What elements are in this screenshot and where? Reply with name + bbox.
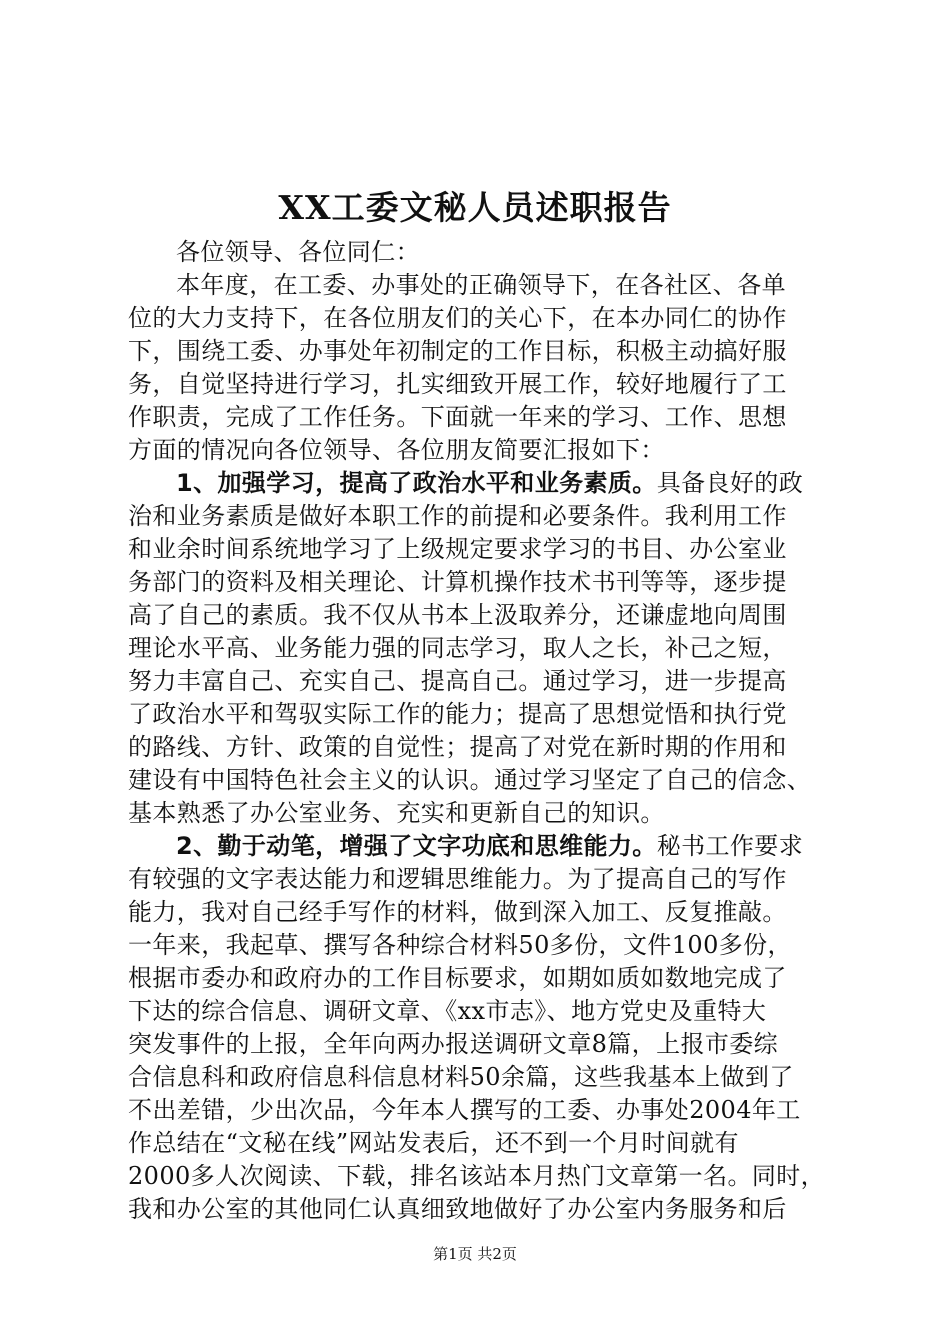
text-line: 建设有中国特色社会主义的认识。通过学习坚定了自己的信念、 [128,766,812,794]
text-line: 治和业务素质是做好本职工作的前提和必要条件。我利用工作 [128,502,787,530]
text-line: 2000多人次阅读、下载，排名该站本月热门文章第一名。同时， [128,1162,826,1190]
text-line: 了政治水平和驾驭实际工作的能力；提高了思想觉悟和执行党 [128,700,787,728]
text-line: 作总结在“文秘在线”网站发表后，还不到一个月时间就有 [128,1129,739,1157]
text-line: 的路线、方针、政策的自觉性；提高了对党在新时期的作用和 [128,733,787,761]
section-text: 秘书工作要求 [656,832,804,860]
text-line: 位的大力支持下，在各位朋友们的关心下，在本办同仁的协作 [128,304,787,332]
page-footer: 第1页 共2页 [433,1245,517,1263]
section-heading-line [128,830,828,863]
text-line: 我和办公室的其他同仁认真细致地做好了办公室内务服务和后 [128,1195,787,1223]
section-heading-line [128,467,828,500]
text-line: 高了自己的素质。我不仅从书本上汲取养分，还谦虚地向周围 [128,601,787,629]
text-line: 突发事件的上报，全年向两办报送调研文章8篇，上报市委综 [128,1030,779,1058]
text-line: 根据市委办和政府办的工作目标要求，如期如质如数地完成了 [128,964,787,992]
text-line: 下，围绕工委、办事处年初制定的工作目标，积极主动搞好服 [128,337,787,365]
document-title: XX工委文秘人员述职报告 [278,188,672,227]
text-line: 不出差错，少出次品，今年本人撰写的工委、办事处2004年工 [128,1096,801,1124]
text-line: 和业余时间系统地学习了上级规定要求学习的书目、办公室业 [128,535,787,563]
text-line: 一年来，我起草、撰写各种综合材料50多份，文件100多份， [128,931,792,959]
text-line: 努力丰富自己、充实自己、提高自己。通过学习，进一步提高 [128,667,787,695]
text-line: 合信息科和政府信息科信息材料50余篇，这些我基本上做到了 [128,1063,794,1091]
text-line: 务部门的资料及相关理论、计算机操作技术书刊等等，逐步提 [128,568,787,596]
text-line: 下达的综合信息、调研文章、《xx市志》、地方党史及重特大 [128,997,767,1025]
text-line: 理论水平高、业务能力强的同志学习，取人之长，补己之短， [128,634,787,662]
section-text: 具备良好的政 [656,469,804,497]
text-line: 各位领导、各位同仁： [176,238,420,266]
text-line: 有较强的文字表达能力和逻辑思维能力。为了提高自己的写作 [128,865,787,893]
text-line: 基本熟悉了办公室业务、充实和更新自己的知识。 [128,799,665,827]
text-line: 方面的情况向各位领导、各位朋友简要汇报如下： [128,436,665,464]
text-line: 本年度，在工委、办事处的正确领导下，在各社区、各单 [176,271,786,299]
text-line: 作职责，完成了工作任务。下面就一年来的学习、工作、思想 [128,403,787,431]
text-line: 能力，我对自己经手写作的材料，做到深入加工、反复推敲。 [128,898,787,926]
section-heading: 2、勤于动笔，增强了文字功底和思维能力。 [176,832,657,860]
section-heading: 1、加强学习，提高了政治水平和业务素质。 [176,469,657,497]
document-body [128,236,828,1226]
text-line: 务，自觉坚持进行学习，扎实细致开展工作，较好地履行了工 [128,370,787,398]
